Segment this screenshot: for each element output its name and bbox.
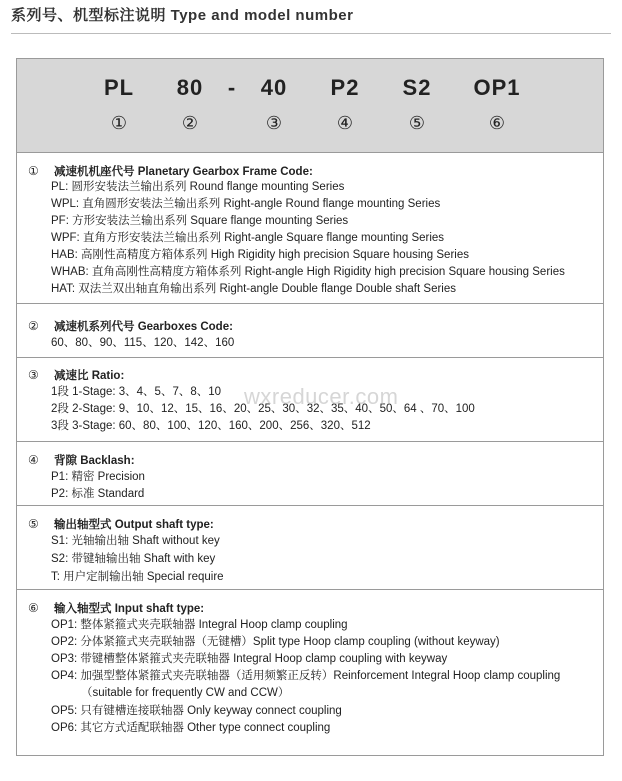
list-item: 60、80、90、115、120、142、160 — [51, 337, 235, 349]
list-item: S2: 带键轴输出轴 Shaft with key — [51, 553, 216, 565]
list-item: OP5: 只有键槽连接联轴器 Only keyway connect coupling — [51, 705, 342, 717]
code-dash: - — [227, 75, 237, 100]
section-heading — [28, 516, 214, 532]
section-backlash — [17, 441, 603, 505]
list-item: PF: 方形安装法兰输出系列 Square flange mounting Series — [51, 215, 349, 227]
section-title: 背隙 Backlash: — [54, 455, 135, 467]
list-item: WHAB: 直角高刚性高精度方箱体系列 Right-angle High Rigidity high precision Square housing Series — [51, 266, 565, 278]
code-index-5: ⑤ — [408, 113, 426, 133]
model-code-panel — [17, 59, 603, 152]
code-index-1: ① — [110, 113, 128, 133]
list-item-continuation: （suitable for frequently CW and CCW） — [81, 687, 290, 699]
list-item: 3段 3-Stage: 60、80、100、120、160、200、256、320、512 — [51, 420, 371, 432]
code-index-6: ⑥ — [488, 113, 506, 133]
title-divider — [11, 33, 611, 34]
section-title: 减速比 Ratio: — [54, 370, 125, 382]
code-index-4: ④ — [336, 113, 354, 133]
code-index-3: ③ — [265, 113, 283, 133]
section-heading — [28, 600, 204, 616]
page-title: 系列号、机型标注说明 Type and model number — [11, 7, 354, 24]
code-frame: PL — [103, 75, 135, 100]
list-item: OP2: 分体紧箍式夹壳联轴器（无键槽）Split type Hoop clamp coupling (without keyway) — [51, 636, 500, 648]
section-input-shaft — [17, 589, 603, 755]
list-item: WPL: 直角圆形安装法兰输出系列 Right-angle Round flange mounting Series — [51, 198, 441, 210]
code-input-shaft: OP1 — [473, 75, 521, 100]
section-heading — [28, 367, 124, 383]
watermark-text: wxreducer.com — [244, 384, 399, 409]
code-backlash: P2 — [330, 75, 360, 100]
section-title: 输入轴型式 Input shaft type: — [54, 603, 205, 615]
section-frame-code — [17, 152, 603, 303]
code-ratio: 40 — [260, 75, 288, 100]
section-title: 减速机机座代号 Planetary Gearbox Frame Code: — [54, 166, 313, 178]
list-item: PL: 圆形安装法兰输出系列 Round flange mounting Series — [51, 181, 345, 193]
list-item: OP6: 其它方式适配联轴器 Other type connect coupling — [51, 722, 331, 734]
section-title: 减速机系列代号 Gearboxes Code: — [54, 321, 233, 333]
list-item: HAB: 高刚性高精度方箱体系列 High Rigidity high precision Square housing Series — [51, 249, 469, 261]
section-number: ② — [28, 319, 39, 333]
list-item: WPF: 直角方形安装法兰输出系列 Right-angle Square flange mounting Series — [51, 232, 445, 244]
code-gearbox: 80 — [176, 75, 204, 100]
list-item: 1段 1-Stage: 3、4、5、7、8、10 — [51, 386, 222, 398]
list-item: 2段 2-Stage: 9、10、12、15、16、20、25、30、32、35、40、50、64 、70、100 — [51, 403, 475, 415]
list-item: OP3: 带键槽整体紧箍式夹壳联轴器 Integral Hoop clamp coupling with keyway — [51, 653, 448, 665]
section-heading — [28, 318, 233, 334]
section-title: 输出轴型式 Output shaft type: — [54, 519, 214, 531]
section-output-shaft — [17, 505, 603, 589]
section-heading — [28, 163, 313, 179]
code-output-shaft: S2 — [402, 75, 432, 100]
list-item: T: 用户定制输出轴 Special require — [51, 571, 224, 583]
section-heading — [28, 452, 135, 468]
section-number: ⑤ — [28, 517, 39, 531]
list-item: P1: 精密 Precision — [51, 471, 145, 483]
list-item: HAT: 双法兰双出轴直角输出系列 Right-angle Double flange Double shaft Series — [51, 283, 456, 295]
code-index-2: ② — [181, 113, 199, 133]
list-item: OP4: 加强型整体紧箍式夹壳联轴器（适用频繁正反转）Reinforcement Integral Hoop clamp coupling — [51, 670, 561, 682]
section-number: ④ — [28, 453, 39, 467]
section-number: ③ — [28, 368, 39, 382]
section-gearbox-code — [17, 303, 603, 357]
list-item: P2: 标准 Standard — [51, 488, 145, 500]
list-item: OP1: 整体紧箍式夹壳联轴器 Integral Hoop clamp coupling — [51, 619, 348, 631]
section-number: ① — [28, 164, 39, 178]
list-item: S1: 光轴输出轴 Shaft without key — [51, 535, 220, 547]
section-number: ⑥ — [28, 601, 39, 615]
